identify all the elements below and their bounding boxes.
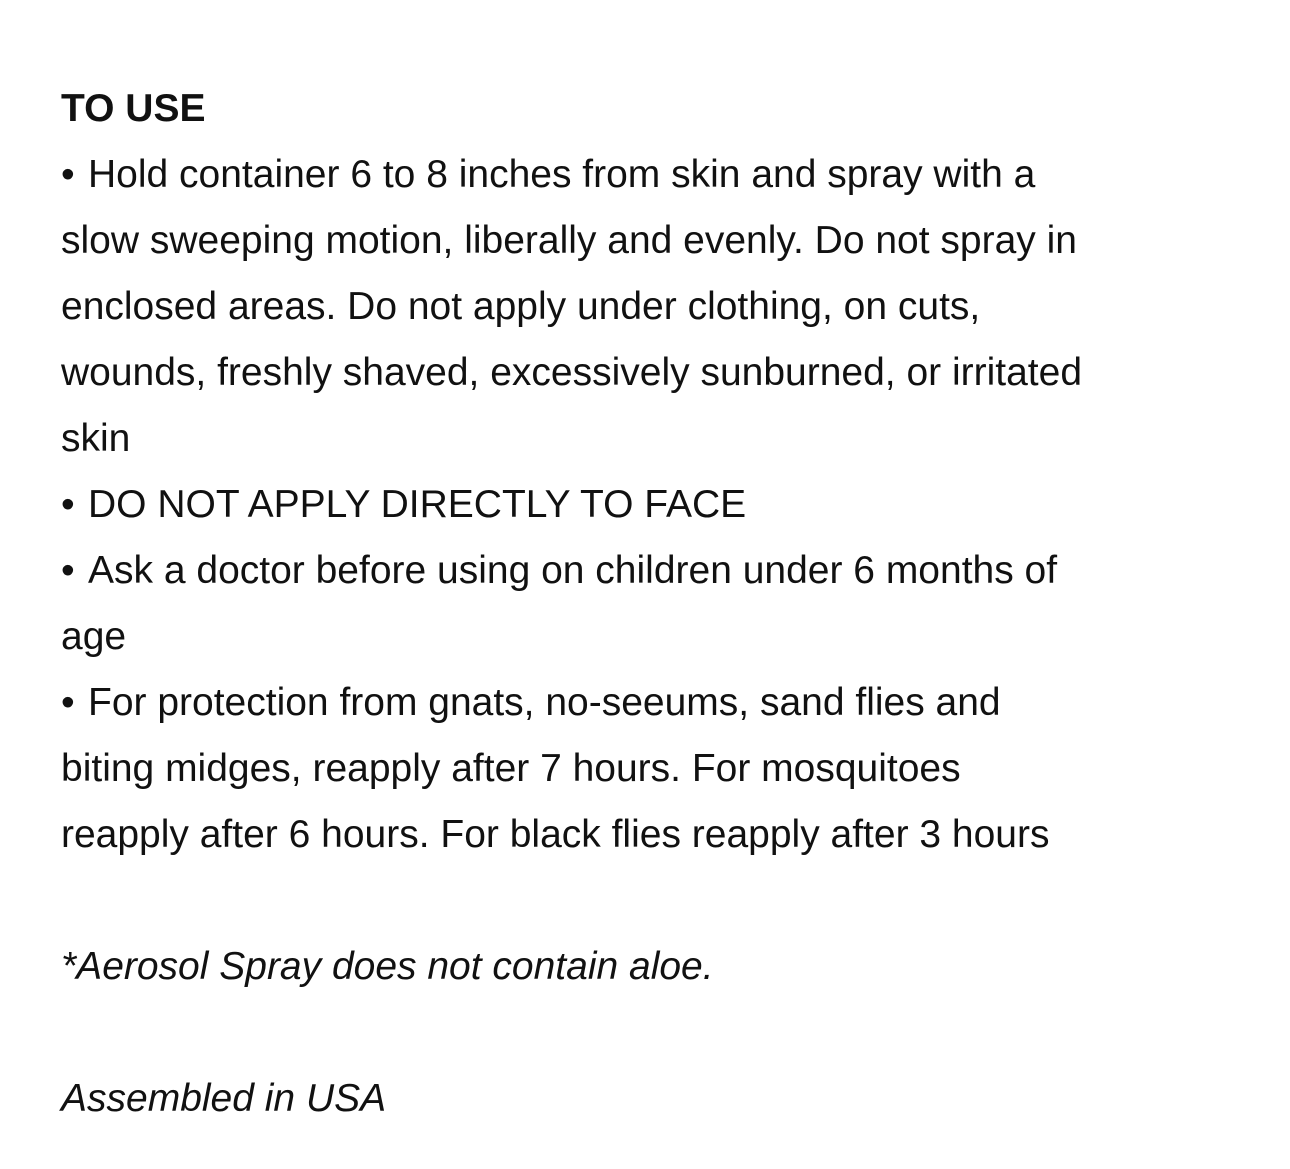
bullet-line: reapply after 6 hours. For black flies reapply after 3 hours <box>61 813 1050 856</box>
bullet-marker: • <box>61 153 75 196</box>
bullet-line <box>61 538 1261 604</box>
bullet-line: slow sweeping motion, liberally and evenly. Do not spray in <box>61 219 1077 262</box>
bullet-marker: • <box>61 549 75 592</box>
origin-statement: Assembled in USA <box>61 1077 387 1120</box>
product-usage-text <box>61 76 1261 1132</box>
bullet-text: DO NOT APPLY DIRECTLY TO FACE <box>88 483 747 526</box>
section-heading: TO USE <box>61 87 206 130</box>
bullet-line <box>61 670 1261 736</box>
spacer <box>61 868 1261 934</box>
bullet-line: enclosed areas. Do not apply under clothing, on cuts, <box>61 285 981 328</box>
usage-bullet-1 <box>61 142 1261 472</box>
usage-bullet-2 <box>61 472 1261 538</box>
usage-bullet-4 <box>61 670 1261 868</box>
bullet-line <box>61 142 1261 208</box>
bullet-line <box>61 472 1261 538</box>
bullet-text: For protection from gnats, no-seeums, sand flies and <box>88 681 1001 724</box>
bullet-text: Hold container 6 to 8 inches from skin and spray with a <box>88 153 1036 196</box>
usage-bullet-3 <box>61 538 1261 670</box>
bullet-line: skin <box>61 417 131 460</box>
bullet-line: biting midges, reapply after 7 hours. For mosquitoes <box>61 747 961 790</box>
spacer <box>61 1000 1261 1066</box>
bullet-text: Ask a doctor before using on children under 6 months of <box>88 549 1058 592</box>
bullet-line: wounds, freshly shaved, excessively sunburned, or irritated <box>61 351 1083 394</box>
bullet-marker: • <box>61 681 75 724</box>
bullet-marker: • <box>61 483 75 526</box>
bullet-line: age <box>61 615 127 658</box>
footnote: *Aerosol Spray does not contain aloe. <box>61 945 714 988</box>
